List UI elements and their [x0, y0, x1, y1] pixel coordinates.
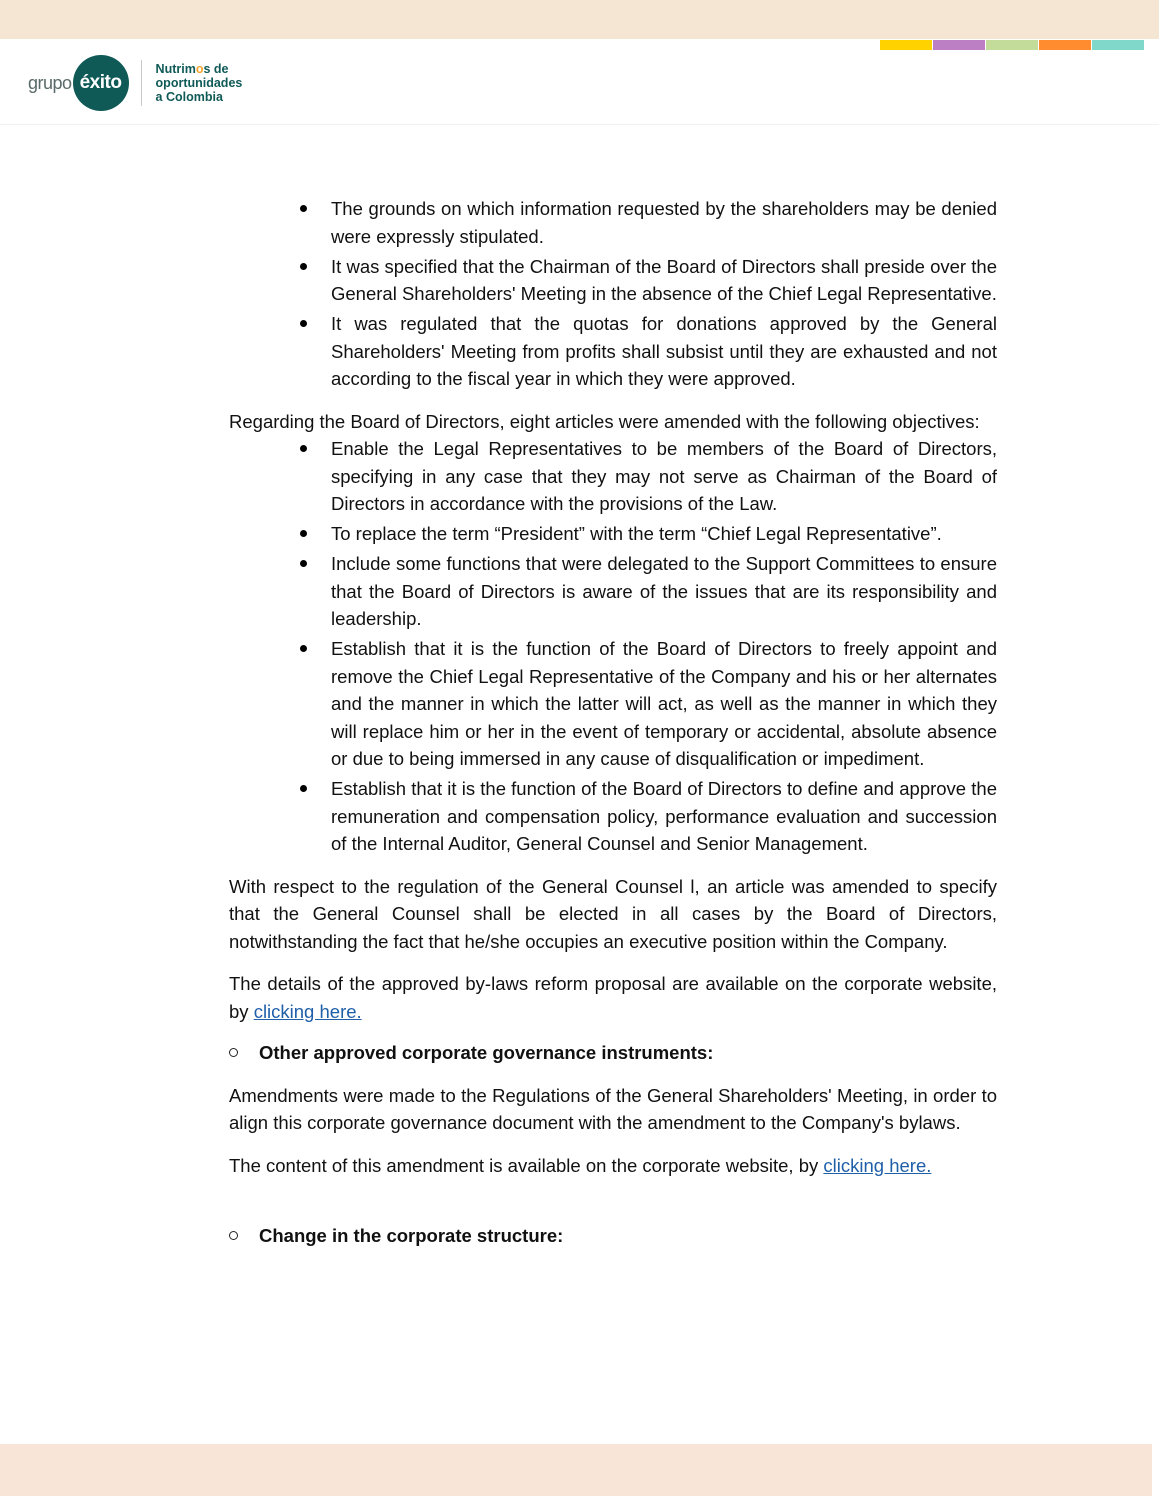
board-intro-paragraph: Regarding the Board of Directors, eight articles were amended with the following objectives:	[229, 410, 980, 432]
amendment-content-link[interactable]: clicking here.	[823, 1154, 932, 1176]
heading-text: Other approved corporate governance instruments:	[259, 1042, 714, 1063]
color-strip-yellow	[880, 40, 932, 50]
tagline-text: s de	[203, 62, 229, 76]
color-strip-purple	[933, 40, 985, 50]
logo-brand-circle	[73, 55, 129, 111]
details-text: The details of the approved by-laws reform proposal are available on the corporate website, by	[229, 973, 997, 1022]
tagline-line-2: oportunidades	[155, 76, 243, 90]
tagline-line-3: a Colombia	[155, 90, 223, 104]
hollow-circle-bullet-icon	[229, 1048, 238, 1057]
hollow-circle-bullet-icon	[229, 1231, 238, 1240]
color-strip-teal	[1092, 40, 1144, 50]
logo-divider	[141, 60, 142, 106]
section-heading-corporate-structure	[229, 1222, 997, 1250]
logo-tagline	[156, 62, 243, 104]
board-amendments-list	[229, 435, 997, 858]
list-item: The grounds on which information requested by the shareholders may be denied were expressly stipulated.	[331, 195, 997, 250]
header-top-band	[0, 0, 1159, 39]
list-item: Enable the Legal Representatives to be members of the Board of Directors, specifying in any case that they may not serve as Chairman of the Board of Directors in accordance with the provisions of the Law.	[331, 435, 997, 518]
footer-band	[0, 1444, 1152, 1496]
section-heading-other-instruments	[229, 1039, 997, 1067]
bylaws-details-paragraph	[229, 970, 997, 1025]
bylaws-details-link[interactable]: clicking here.	[253, 1000, 362, 1022]
document-body	[229, 195, 997, 1250]
grupo-exito-logo	[28, 54, 242, 112]
brand-color-strip	[880, 40, 1144, 50]
list-item: To replace the term “President” with the term “Chief Legal Representative”.	[331, 520, 997, 548]
shareholders-amendments-list	[229, 195, 997, 393]
general-counsel-paragraph: With respect to the regulation of the General Counsel l, an article was amended to specify that the General Counsel shall be elected in all cases by the Board of Directors, notwithstanding the fact that he/she occupies an executive position within the Company.	[229, 875, 997, 952]
amendment-content-paragraph	[229, 1152, 997, 1180]
list-item: Establish that it is the function of the Board of Directors to define and approve the remuneration and compensation policy, performance evaluation and succession of the Internal Auditor, General Counsel and Senior Management.	[331, 775, 997, 858]
list-item: Establish that it is the function of the Board of Directors to freely appoint and remove the Chief Legal Representative of the Company and his or her alternates and the manner in which the latter will act, as well as the manner in which they will replace him or her in the event of temporary or accidental, absolute absence or due to being immersed in any cause of disqualification or impediment.	[331, 635, 997, 773]
heading-text: Change in the corporate structure:	[259, 1225, 564, 1246]
header-separator	[0, 124, 1159, 125]
list-item: It was regulated that the quotas for donations approved by the General Shareholders' Meeting from profits shall subsist until they are exhausted and not according to the fiscal year in which they were approved.	[331, 310, 997, 393]
list-item: Include some functions that were delegated to the Support Committees to ensure that the Board of Directors is aware of the issues that are its responsibility and leadership.	[331, 550, 997, 633]
content-text: The content of this amendment is available on the corporate website, by	[229, 1154, 824, 1176]
logo-brand-text: éxito	[79, 72, 122, 93]
tagline-highlight: o	[195, 62, 204, 76]
list-item: It was specified that the Chairman of the Board of Directors shall preside over the General Shareholders' Meeting in the absence of the Chief Legal Representative.	[331, 253, 997, 308]
tagline-text: Nutrim	[155, 62, 196, 76]
logo-prefix: grupo	[28, 72, 72, 93]
color-strip-orange	[1039, 40, 1091, 50]
color-strip-green	[986, 40, 1038, 50]
amendments-paragraph: Amendments were made to the Regulations of the General Shareholders' Meeting, in order to align this corporate governance document with the amendment to the Company's bylaws.	[229, 1084, 997, 1133]
